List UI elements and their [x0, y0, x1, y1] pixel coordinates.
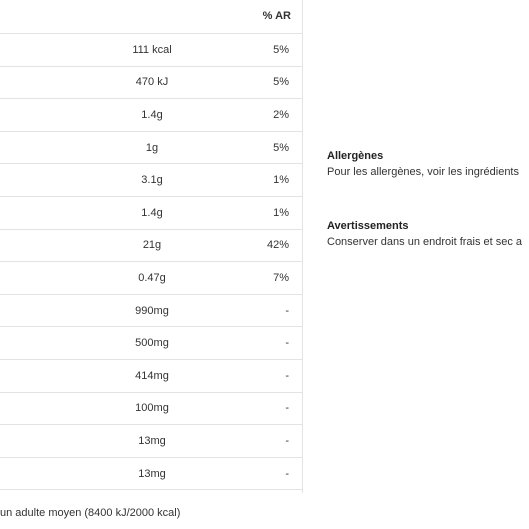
- nutrient-ar: 7%: [273, 271, 289, 284]
- nutrient-ar: 1%: [273, 174, 289, 187]
- table-right-border: [302, 0, 303, 493]
- nutrient-value: 500mg: [135, 337, 169, 350]
- nutrient-value: 470 kJ: [135, 76, 169, 89]
- ar-column-header: % AR: [262, 10, 291, 22]
- nutrient-value: 1.4g: [141, 108, 163, 121]
- table-row: [0, 67, 303, 100]
- table-row: [0, 99, 303, 132]
- nutrient-ar: -: [285, 369, 289, 382]
- table-row: [0, 230, 303, 263]
- warnings-text: Conserver dans un endroit frais et sec a: [327, 236, 523, 248]
- table-row: [0, 327, 303, 360]
- allergens-section: [327, 149, 519, 182]
- table-footnote: un adulte moyen (8400 kJ/2000 kcal): [0, 507, 181, 519]
- table-row: [0, 360, 303, 393]
- nutrient-value: 100mg: [135, 402, 169, 415]
- table-row: [0, 132, 303, 165]
- nutrient-ar: 2%: [273, 108, 289, 121]
- nutrient-value: 1.4g: [141, 206, 163, 219]
- nutrient-value: 990mg: [135, 304, 169, 317]
- nutrient-value: 13mg: [138, 434, 166, 447]
- nutrient-ar: -: [285, 337, 289, 350]
- table-row: [0, 295, 303, 328]
- nutrient-ar: 1%: [273, 206, 289, 219]
- nutrition-table-header: [0, 0, 303, 34]
- nutrient-ar: 5%: [273, 43, 289, 56]
- nutrient-ar: 5%: [273, 76, 289, 89]
- table-row: [0, 197, 303, 230]
- table-row: [0, 425, 303, 458]
- table-row: [0, 34, 303, 67]
- table-row: [0, 164, 303, 197]
- nutrient-ar: -: [285, 304, 289, 317]
- nutrient-value: 21g: [142, 239, 162, 252]
- nutrient-ar: -: [285, 467, 289, 480]
- nutrient-ar: -: [285, 402, 289, 415]
- nutrient-value: 111 kcal: [132, 43, 172, 56]
- table-row: [0, 393, 303, 426]
- nutrient-value: 13mg: [138, 467, 166, 480]
- table-row: [0, 458, 303, 491]
- allergens-text: Pour les allergènes, voir les ingrédients: [327, 166, 519, 178]
- warnings-section: [327, 219, 522, 252]
- nutrient-value: 414mg: [135, 369, 169, 382]
- nutrient-ar: 5%: [273, 141, 289, 154]
- allergens-title: Allergènes: [327, 150, 384, 162]
- warnings-title: Avertissements: [327, 220, 409, 232]
- table-row: [0, 262, 303, 295]
- nutrient-ar: -: [285, 434, 289, 447]
- nutrient-ar: 42%: [266, 239, 289, 252]
- nutrient-value: 0.47g: [138, 271, 166, 284]
- nutrient-value: 3.1g: [141, 174, 163, 187]
- nutrient-value: 1g: [145, 141, 159, 154]
